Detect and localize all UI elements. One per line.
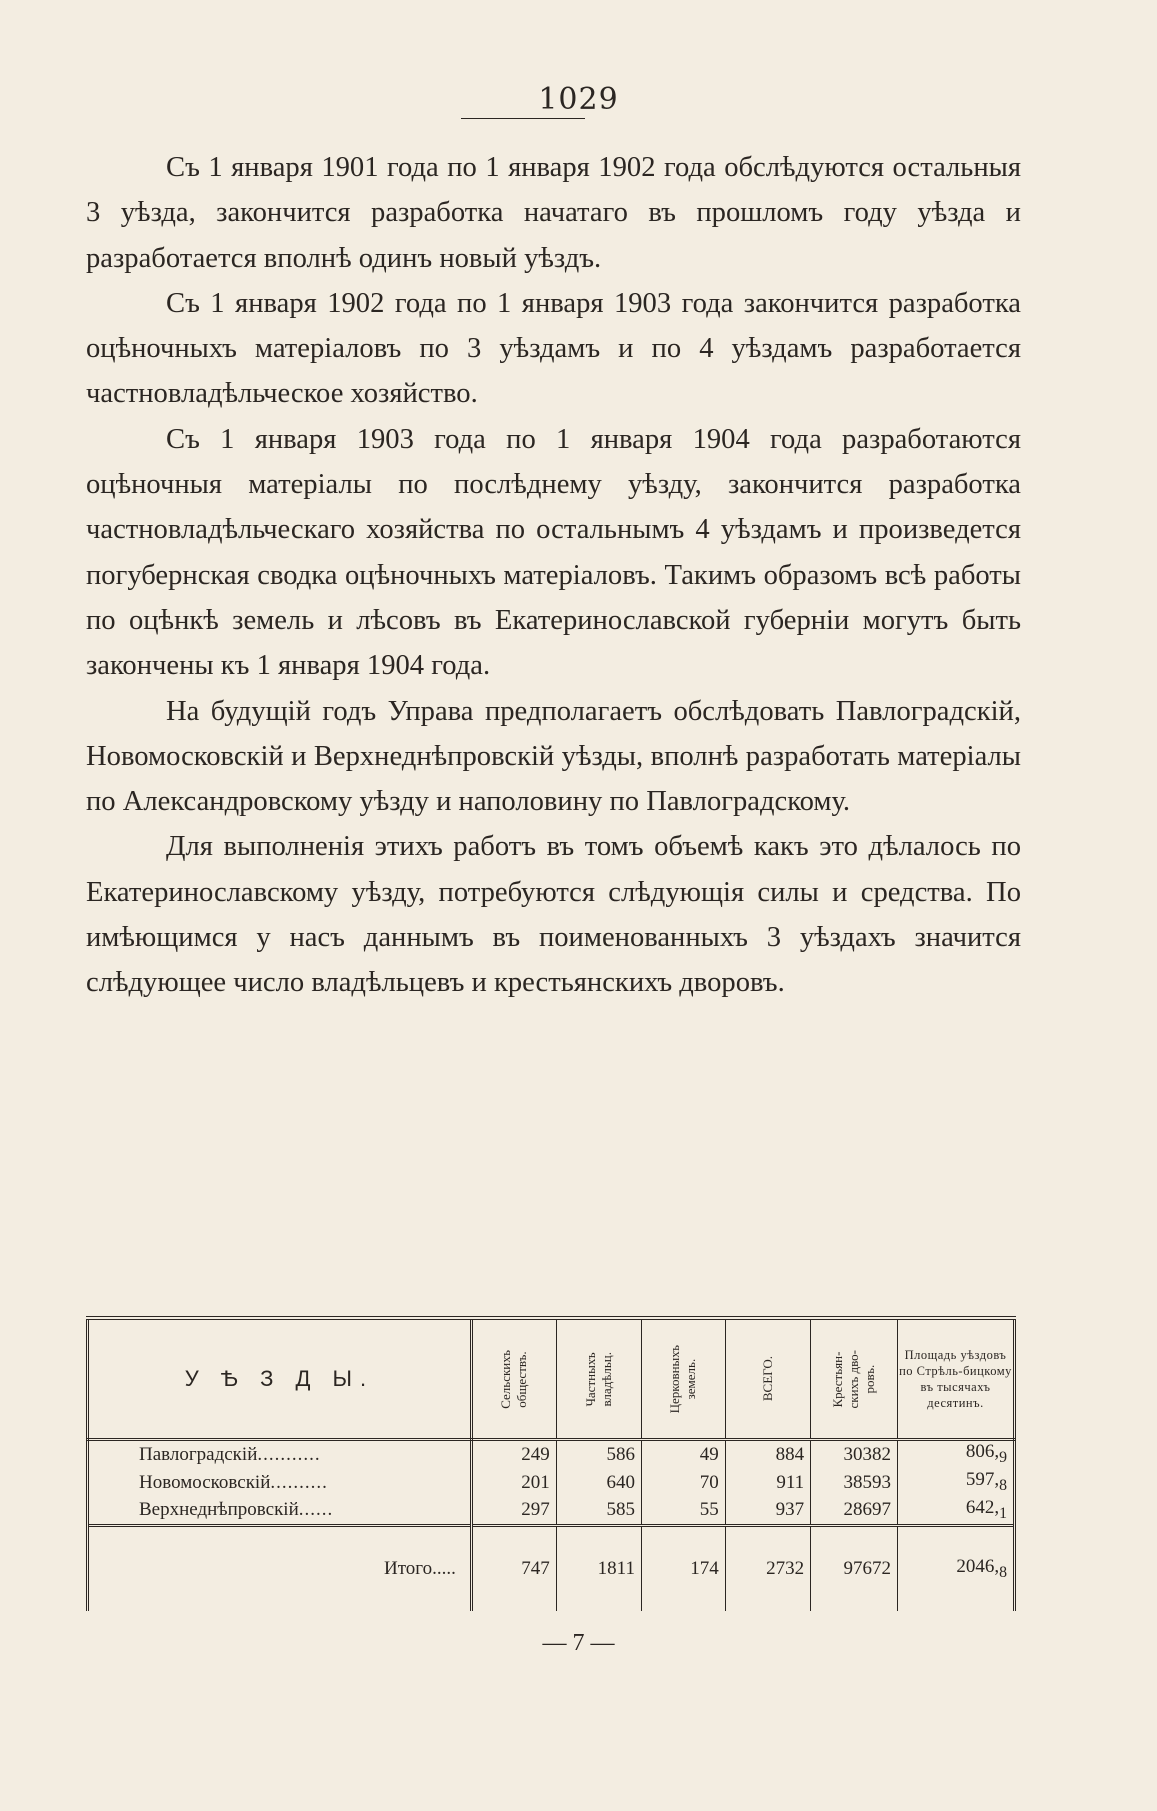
- header-vsego: [725, 1320, 810, 1440]
- table-row: [88, 1497, 1015, 1526]
- row-name-cell: [88, 1497, 472, 1526]
- row-tserk: 49: [641, 1440, 725, 1469]
- table-row: [88, 1469, 1015, 1497]
- row-vsego: 911: [725, 1469, 810, 1497]
- row-leader-dots: ...........: [257, 1443, 321, 1465]
- header-krestyanskikh-line2: скихъ дво-: [846, 1349, 862, 1409]
- total-area-int: 2046,: [956, 1556, 1000, 1578]
- row-area-dec: 1: [999, 1504, 1007, 1522]
- row-name-cell: [88, 1440, 472, 1469]
- table-header-row: [88, 1320, 1015, 1440]
- row-area-int: 597,: [965, 1468, 1000, 1490]
- header-area-label: Площадь уѣздовъ по Стрѣль-бицкому въ тысячахъ десятинъ.: [899, 1348, 1012, 1410]
- row-vsego: 884: [725, 1440, 810, 1469]
- row-chast: 586: [556, 1440, 641, 1469]
- header-krestyanskikh-line3: ровъ.: [862, 1364, 878, 1394]
- total-chast: 1811: [556, 1526, 641, 1612]
- total-tserk: 174: [641, 1526, 725, 1612]
- row-chast: 640: [556, 1469, 641, 1497]
- row-area-int: 806,: [965, 1441, 1000, 1462]
- statistics-table: [86, 1320, 1016, 1611]
- row-krest: 30382: [811, 1440, 898, 1469]
- row-sel: 249: [471, 1440, 556, 1469]
- row-tserk: 55: [641, 1497, 725, 1526]
- row-sel: 297: [471, 1497, 556, 1526]
- row-area: [898, 1440, 1015, 1469]
- paragraph-5: Для выполненія этихъ работъ въ томъ объемѣ какъ это дѣлалось по Екатеринославскому уѣзду, потребуются слѣдующія силы и средства. По имѣющимся у насъ даннымъ въ поименованныхъ 3 уѣздахъ значится слѣдующее число владѣльцевъ и крестьянскихъ дворовъ.: [86, 831, 1021, 999]
- header-krestyanskikh-line1: Крестьян-: [830, 1351, 846, 1407]
- page-number: 1029: [538, 82, 619, 117]
- total-label: Итого.....: [88, 1526, 472, 1612]
- row-sel: 201: [471, 1469, 556, 1497]
- header-selskikh-line1: Сельскихъ: [498, 1349, 514, 1409]
- header-selskikh: [471, 1320, 556, 1440]
- row-name: Павлоградскій: [139, 1443, 258, 1465]
- total-area-dec: 8: [999, 1564, 1007, 1582]
- row-name: Новомосковскій: [139, 1471, 271, 1493]
- row-krest: 38593: [811, 1469, 898, 1497]
- total-vsego: 2732: [725, 1526, 810, 1612]
- row-chast: 585: [556, 1497, 641, 1526]
- signature-mark: — 7 —: [542, 1630, 615, 1656]
- header-tserkovnykh-line1: Церковныхъ: [667, 1344, 683, 1414]
- paragraph-2: Съ 1 января 1902 года по 1 января 1903 года закончится разработка оцѣночныхъ матеріаловъ по 3 уѣздамъ и по 4 уѣздамъ разработается частновладѣльческое хозяйство.: [86, 287, 1021, 410]
- body-text: [86, 145, 1021, 1006]
- row-name: Верхнеднѣпровскій: [139, 1499, 299, 1521]
- header-tserkovnykh: [641, 1320, 725, 1440]
- row-leader-dots: ..........: [270, 1471, 328, 1493]
- row-name-cell: [88, 1469, 472, 1497]
- header-area: [898, 1320, 1015, 1440]
- row-vsego: 937: [725, 1497, 810, 1526]
- header-chastnykh-line2: владѣльц.: [598, 1351, 614, 1407]
- paragraph-4: На будущій годъ Управа предполагаетъ обслѣдовать Павлоградскій, Новомосковскій и Верхнеднѣпровскій уѣзды, вполнѣ разработать матеріалы по Александровскому уѣзду и наполовину по Павлоградскому.: [86, 695, 1021, 818]
- statistics-table-wrap: [86, 1316, 1016, 1611]
- row-tserk: 70: [641, 1469, 725, 1497]
- row-area-int: 642,: [965, 1496, 1000, 1518]
- total-area: [898, 1526, 1015, 1612]
- total-krest: 97672: [811, 1526, 898, 1612]
- row-area: [898, 1469, 1015, 1497]
- row-area: [898, 1497, 1015, 1526]
- total-sel: 747: [471, 1526, 556, 1612]
- table-row: [88, 1440, 1015, 1469]
- page-number-rule: [461, 118, 585, 119]
- row-area-dec: 8: [999, 1476, 1007, 1494]
- header-selskikh-line2: обществъ.: [514, 1350, 530, 1408]
- header-uezdy-label: У Ѣ З Д Ы.: [184, 1366, 375, 1391]
- header-vsego-label: ВСЕГО.: [759, 1356, 775, 1402]
- header-chastnykh: [556, 1320, 641, 1440]
- header-krestyanskikh: [811, 1320, 898, 1440]
- row-krest: 28697: [811, 1497, 898, 1526]
- header-chastnykh-line1: Частныхъ: [582, 1351, 598, 1407]
- header-tserkovnykh-line2: земель.: [683, 1358, 699, 1400]
- paragraph-1: Съ 1 января 1901 года по 1 января 1902 года обслѣдуются остальныя 3 уѣзда, закончится разработка начатаго въ прошломъ году уѣзда и разработается вполнѣ одинъ новый уѣздъ.: [86, 152, 1021, 274]
- header-uezdy: [88, 1320, 472, 1440]
- table-total-row: [88, 1526, 1015, 1612]
- row-area-dec: 9: [999, 1448, 1007, 1466]
- paragraph-3: Съ 1 января 1903 года по 1 января 1904 года разработаются оцѣночныя матеріалы по послѣднему уѣзду, закончится разработка частновладѣльческаго хозяйства по остальнымъ 4 уѣздамъ и произведется погубернская сводка оцѣночныхъ матеріаловъ. Такимъ образомъ всѣ работы по оцѣнкѣ земель и лѣсовъ въ Екатеринославской губерніи могутъ быть закончены къ 1 января 1904 года.: [86, 423, 1021, 682]
- row-leader-dots: ......: [298, 1499, 334, 1521]
